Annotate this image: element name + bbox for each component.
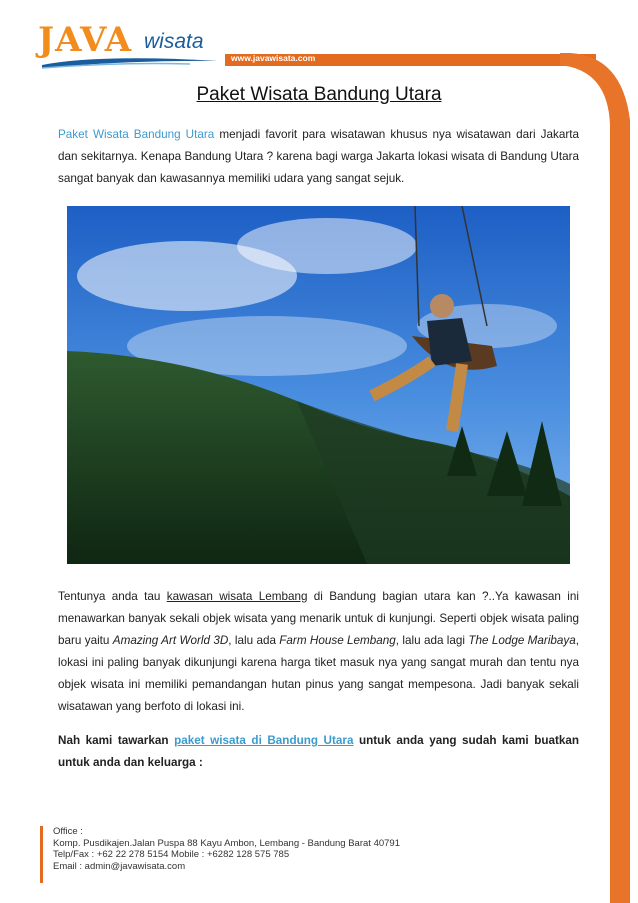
- intro-text: menjadi favorit para wisatawan khusus nya wisatawan dari Jakarta dan sekitarnya. Kenapa Bandung Utara ? karena bagi warga Jakarta lokasi wisata di Bandung Utara sangat banyak dan kawasannya memiliki udara yang sangat sejuk.: [58, 128, 579, 185]
- offer-text-1: Nah kami tawarkan: [58, 734, 175, 747]
- paket-wisata-link[interactable]: paket wisata di Bandung Utara: [174, 734, 354, 747]
- italic-amazing-art-world: Amazing Art World 3D: [112, 634, 229, 647]
- body-text-2: di Bandung bagian utara kan ?..Ya kawasan ini menawarkan banyak sekali objek wisata yang menarik untuk di kunjungi. Seperti objek wisata paling baru yaitu: [58, 590, 579, 647]
- intro-paragraph: [58, 124, 579, 190]
- logo-swoosh-icon: [40, 56, 220, 70]
- footer-address: Komp. Pusdikajen.Jalan Puspa 88 Kayu Ambon, Lembang - Bandung Barat 40791: [53, 837, 400, 849]
- swing-photo: [67, 206, 570, 564]
- italic-the-lodge: The Lodge Maribaya: [468, 634, 576, 647]
- highlight-text: Paket Wisata Bandung Utara: [58, 128, 215, 141]
- footer-accent-bar: [40, 826, 43, 883]
- lembang-link[interactable]: kawasan wisata Lembang: [166, 590, 308, 603]
- body-text-5: , lokasi ini paling banyak dikunjungi karena harga tiket masuk nya yang sangat murah dan tentu nya objek wisata ini memiliki pemandangan hutan pinus yang sangat mempesona. Jadi banyak sekali wisatawan yang berfoto di lokasi ini.: [58, 634, 580, 713]
- offer-paragraph: [58, 730, 579, 774]
- logo-java-text: JAVA: [38, 20, 133, 60]
- body-text-3: , lalu ada: [228, 634, 280, 647]
- offer-text-2: untuk anda yang sudah kami buatkan untuk anda dan keluarga :: [58, 734, 580, 769]
- javawisata-logo[interactable]: [38, 18, 223, 70]
- body-text-1: Tentunya anda tau: [58, 590, 167, 603]
- footer-contact: [53, 826, 400, 872]
- footer-email[interactable]: Email : admin@javawisata.com: [53, 860, 186, 872]
- page-title: Paket Wisata Bandung Utara: [196, 84, 442, 105]
- website-url[interactable]: www.javawisata.com: [231, 53, 316, 63]
- footer-office-label: Office :: [53, 826, 83, 837]
- logo-wisata-text: wisata: [144, 30, 204, 53]
- italic-farm-house: Farm House Lembang: [279, 634, 396, 647]
- body-paragraph: [58, 586, 579, 718]
- body-text-4: , lalu ada lagi: [395, 634, 469, 647]
- footer-phone: Telp/Fax : +62 22 278 5154 Mobile : +6282 128 575 785: [53, 849, 290, 860]
- website-url-bar: [225, 54, 596, 66]
